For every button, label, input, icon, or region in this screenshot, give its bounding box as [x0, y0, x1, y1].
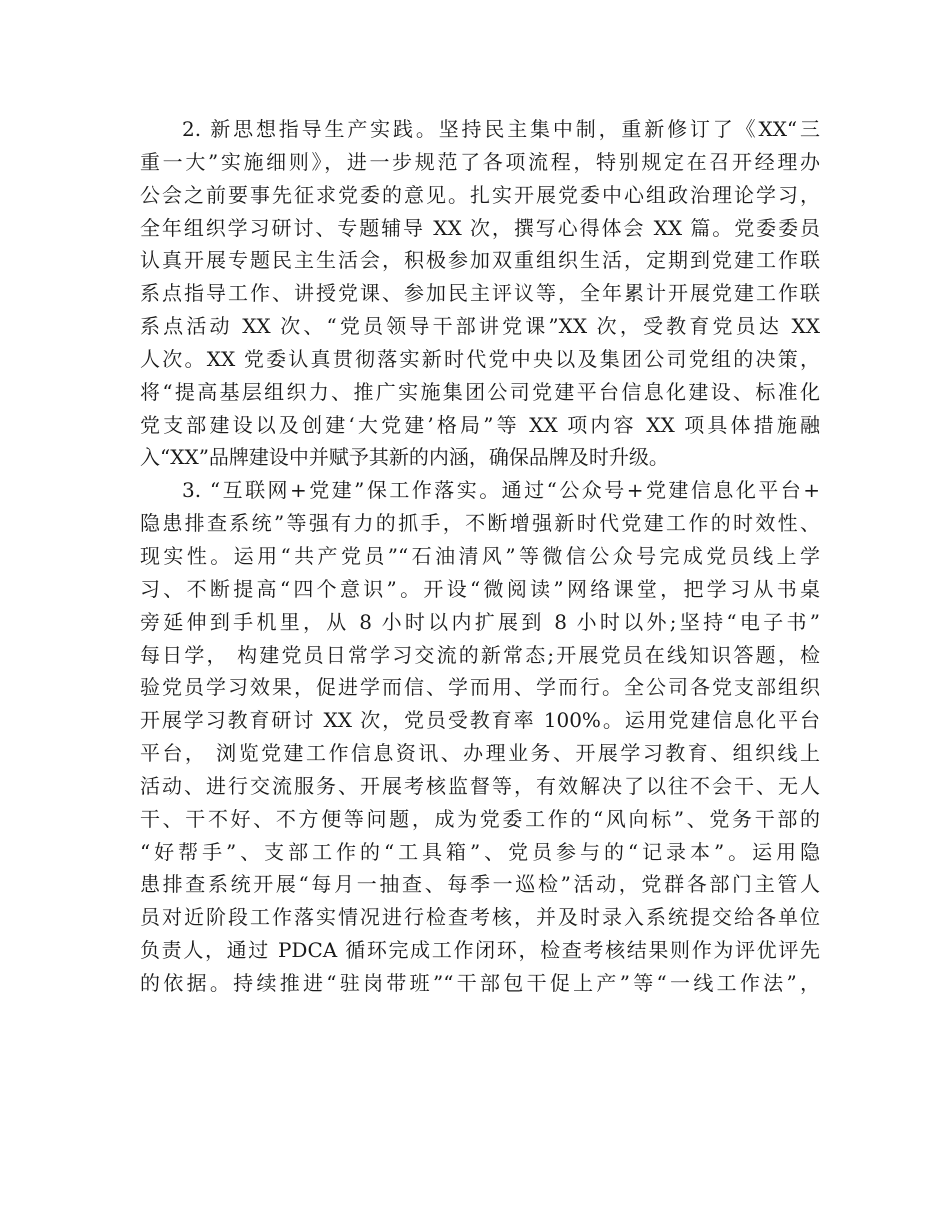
- text-line: 患排查系统开展“每月一抽查、每季一巡检”活动，党群各部门主管人: [140, 872, 820, 897]
- text-line: 习、不断提高“四个意识”。开设“微阅读”网络课堂，把学习从书桌: [140, 576, 820, 601]
- text-line: 平台， 浏览党建工作信息资讯、办理业务、开展学习教育、组织线上: [140, 741, 820, 766]
- text-line: 旁延伸到手机里，从 8 小时以内扩展到 8 小时以外;坚持“电子书”: [140, 609, 820, 634]
- paragraph-2-heading-line: 2. 新思想指导生产实践。坚持民主集中制，重新修订了《XX“三: [182, 117, 820, 141]
- text-line: 将“提高基层组织力、推广实施集团公司党建平台信息化建设、标准化: [140, 379, 820, 404]
- text-line: 隐患排查系统”等强有力的抓手，不断增强新时代党建工作的时效性、: [140, 511, 820, 536]
- text-line: 员对近阶段工作落实情况进行检查考核，并及时录入系统提交给各单位: [140, 905, 820, 930]
- document-body: [140, 113, 820, 1000]
- text-line: 重一大”实施细则》，进一步规范了各项流程，特别规定在召开经理办: [140, 149, 820, 174]
- text-line: 党支部建设以及创建‘大党建’格局”等 XX 项内容 XX 项具体措施融: [140, 412, 820, 437]
- text-line: 公会之前要事先征求党委的意见。扎实开展党委中心组政治理论学习，: [140, 182, 820, 207]
- text-line: 人次。XX 党委认真贯彻落实新时代党中央以及集团公司党组的决策，: [140, 346, 820, 371]
- text-line: 的依据。持续推进“驻岗带班”“干部包干促上产”等“一线工作法”，: [140, 970, 820, 995]
- text-line: 系点指导工作、讲授党课、参加民主评议等，全年累计开展党建工作联: [140, 281, 820, 306]
- text-line: 认真开展专题民主生活会，积极参加双重组织生活，定期到党建工作联: [140, 248, 820, 273]
- text-line: 全年组织学习研讨、专题辅导 XX 次，撰写心得体会 XX 篇。党委委员: [140, 215, 820, 240]
- paragraph-3-heading-line: 3. “互联网+党建”保工作落实。通过“公众号+党建信息化平台+: [182, 478, 820, 503]
- text-line: “好帮手”、支部工作的“工具箱”、党员参与的“记录本”。运用隐: [140, 839, 820, 864]
- text-line: 开展学习教育研讨 XX 次，党员受教育率 100%。运用党建信息化平台: [140, 708, 820, 733]
- text-line: 负责人，通过 PDCA 循环完成工作闭环，检查考核结果则作为评优评先: [140, 938, 820, 963]
- text-line: 系点活动 XX 次、“党员领导干部讲党课”XX 次，受教育党员达 XX: [140, 314, 820, 339]
- paragraph-end-line: 入“XX”品牌建设中并赋予其新的内涵，确保品牌及时升级。: [140, 445, 669, 470]
- text-line: 活动、进行交流服务、开展考核监督等，有效解决了以往不会干、无人: [140, 773, 820, 798]
- text-line: 每日学， 构建党员日常学习交流的新常态;开展党员在线知识答题，检: [140, 642, 820, 667]
- text-line: 干、干不好、不方便等问题，成为党委工作的“风向标”、党务干部的: [140, 806, 820, 831]
- text-line: 验党员学习效果，促进学而信、学而用、学而行。全公司各党支部组织: [140, 675, 820, 700]
- text-line: 现实性。运用“共产党员”“石油清风”等微信公众号完成党员线上学: [140, 543, 820, 568]
